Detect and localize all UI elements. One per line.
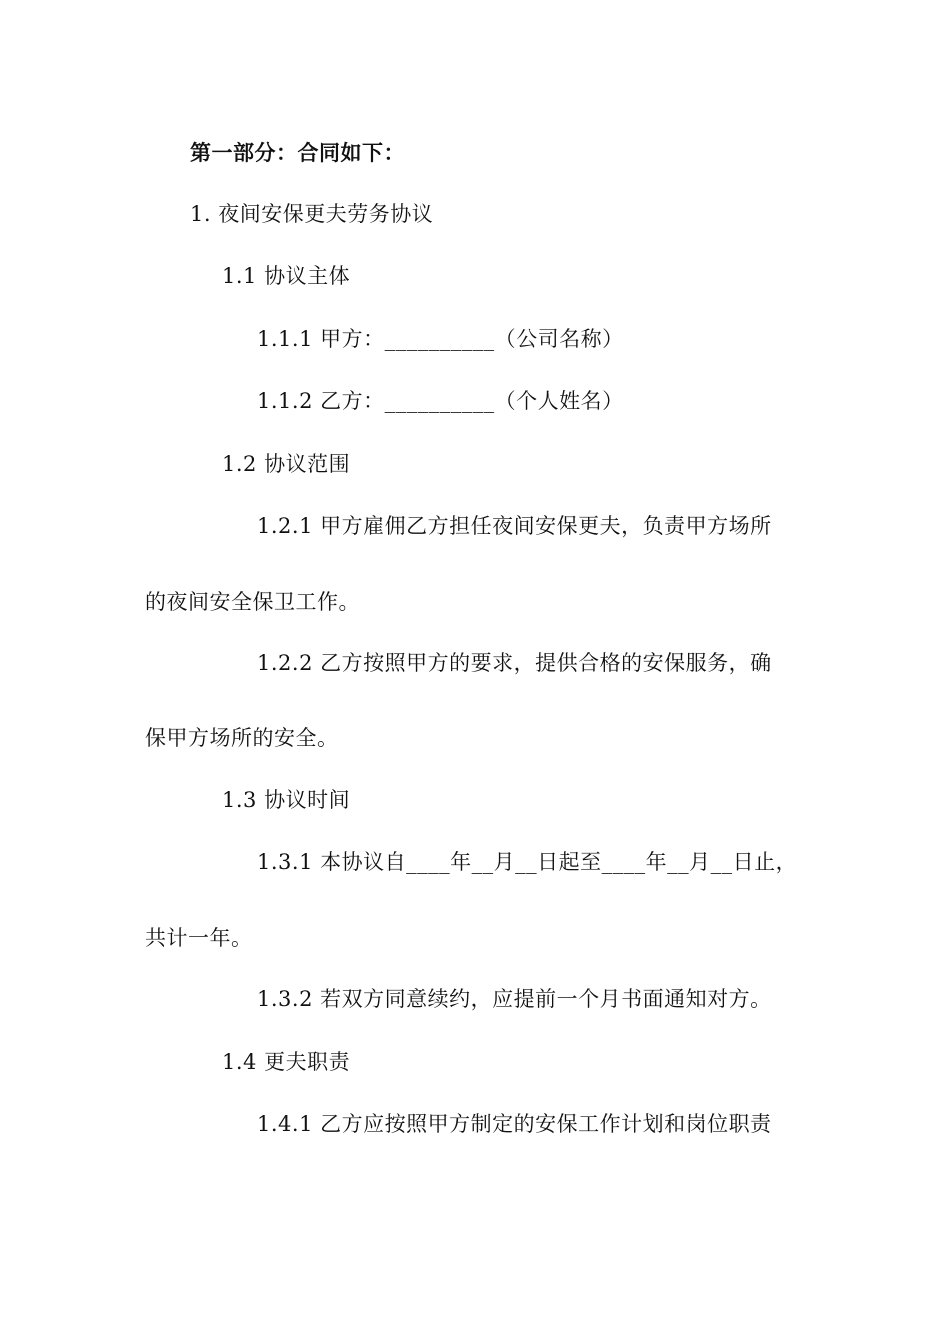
clause-1-2-title: 1.2 协议范围 [222, 452, 351, 476]
section-heading: 第一部分：合同如下： [190, 141, 405, 165]
clause-1-2-1-line2: 的夜间安全保卫工作。 [145, 590, 360, 614]
clause-1-2-2-line2: 保甲方场所的安全。 [145, 726, 339, 750]
clause-1-4-title: 1.4 更夫职责 [222, 1050, 351, 1074]
clause-1-1-title: 1.1 协议主体 [222, 264, 351, 288]
clause-1-3-2: 1.3.2 若双方同意续约，应提前一个月书面通知对方。 [257, 987, 772, 1011]
clause-1-3-title: 1.3 协议时间 [222, 788, 351, 812]
clause-1-1-1: 1.1.1 甲方：__________（公司名称） [257, 327, 624, 351]
clause-1-2-2-line1: 1.2.2 乙方按照甲方的要求，提供合格的安保服务，确 [257, 651, 772, 675]
clause-1-3-1-line2: 共计一年。 [145, 926, 253, 950]
clause-1-3-1-line1: 1.3.1 本协议自____年__月__日起至____年__月__日止， [257, 850, 798, 874]
clause-1-2-1-line1: 1.2.1 甲方雇佣乙方担任夜间安保更夫，负责甲方场所 [257, 514, 772, 538]
clause-1-1-2: 1.1.2 乙方：__________（个人姓名） [257, 389, 624, 413]
clause-1-4-1-line1: 1.4.1 乙方应按照甲方制定的安保工作计划和岗位职责 [257, 1112, 772, 1136]
clause-1-title: 1. 夜间安保更夫劳务协议 [190, 202, 434, 226]
